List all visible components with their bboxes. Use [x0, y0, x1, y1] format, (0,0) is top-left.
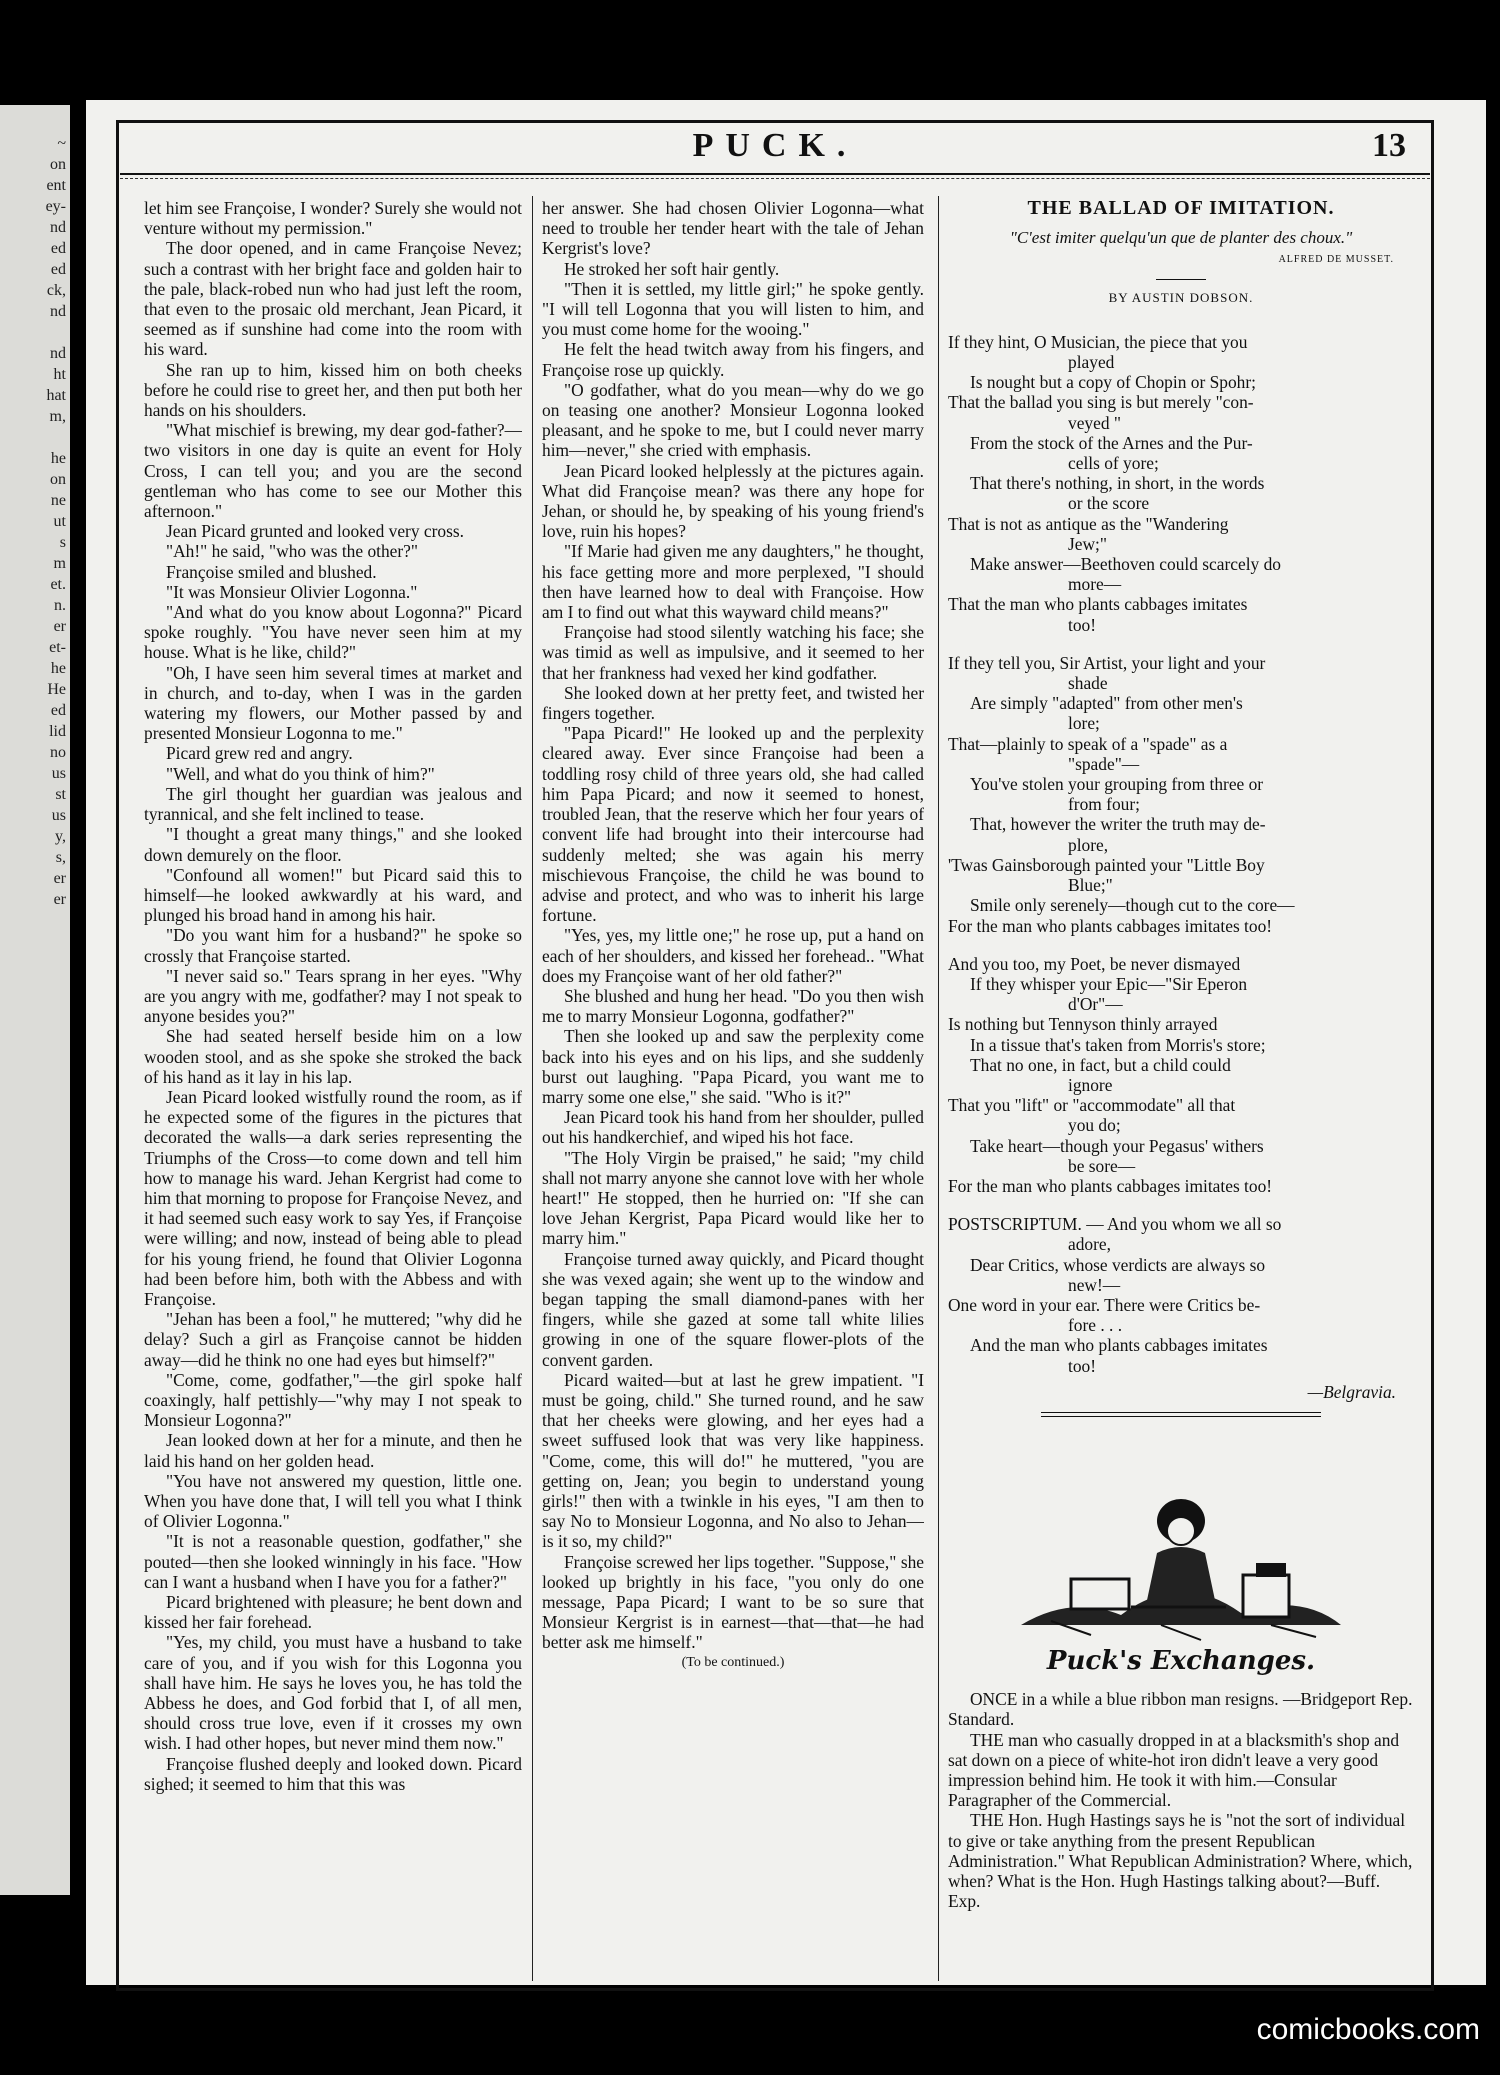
exchange-item: THE man who casually dropped in at a blacksmith's shop and sat down on a piece of white-hot iron didn't leave a very good impression behind him. He took it with him.—Consular Paragrapher of the Commercial.: [948, 1729, 1400, 1811]
previous-page-fragment: us: [51, 765, 66, 782]
ballad-line: lore;: [1068, 713, 1100, 734]
ballad-line: too!: [1068, 614, 1097, 635]
ballad-line: If they hint, O Musician, the piece that you: [948, 331, 1248, 352]
story-column-1: [144, 198, 522, 1958]
previous-page-fragment: er: [53, 870, 66, 887]
previous-page-fragment: ed: [50, 240, 66, 257]
previous-page-fragment: ut: [53, 513, 66, 530]
previous-page-fragment: lid: [49, 723, 66, 740]
story-paragraph: The door opened, and in came Françoise Nevez; such a contrast with her bright face and golden hair to the pale, black-robed nun who had just left the room, that even to the prosaic old merchant, Jean Picard, it seemed as if sunshine had come into the room with his ward.: [144, 238, 522, 360]
masthead: [120, 123, 1430, 175]
story-paragraph: She blushed and hung her head. "Do you then wish me to marry Monsieur Logonna, godfather?": [542, 985, 924, 1027]
story-paragraph: "Confound all women!" but Picard said this to himself—he looked awkwardly at his ward, and plunged his broad hand in among his hair.: [144, 864, 522, 926]
puck-page: [86, 100, 1486, 1985]
stanza-gap: [948, 1196, 1414, 1214]
ballad-epigraph: "C'est imiter quelqu'un que de planter des choux.": [1009, 228, 1353, 248]
ballad-source: —Belgravia.: [1307, 1381, 1396, 1402]
exchanges-vignette-illustration: [1011, 1475, 1351, 1645]
previous-page-fragment: on: [50, 156, 66, 173]
previous-page-fragment: He: [47, 681, 66, 698]
story-paragraph: "Then it is settled, my little girl;" he spoke gently. "I will tell Logonna that you will listen to him, and you must come home for the wooing.": [542, 278, 924, 340]
site-watermark: comicbooks.com: [1256, 2013, 1480, 2046]
story-paragraph: She looked down at her pretty feet, and twisted her fingers together.: [542, 682, 924, 724]
previous-page-fragment: on: [50, 471, 66, 488]
ballad-line: from four;: [1068, 794, 1140, 815]
story-paragraph: Picard waited—but at last he grew impatient. "I must be going, child." She turned round, and he saw that her cheeks were glowing, and her eyes had a sweet suffused look that was very like happiness. "Come, come, this will do!" he muttered, "you are getting on, Jean; you begin to understand young girls!" then with a twinkle in his eyes, "I am then to say No to Monsieur Logonna, and No also to Jehan—is it so, my child?": [542, 1369, 924, 1552]
story-paragraph: "Yes, my child, you must have a husband to take care of you, and if you wish for this Logonna you shall have him. He says he loves you, he has told the Abbess he does, and God forbid that I, of all men, should cross true love, even if it crosses my own wish. I had other hopes, but never mind them now.": [144, 1632, 522, 1754]
ballad-line: 'Twas Gainsborough painted your "Little Boy: [948, 854, 1265, 875]
masthead-title: PUCK.: [692, 127, 858, 164]
previous-page-fragment: y,: [55, 828, 66, 845]
ballad-line: Blue;": [1068, 875, 1113, 896]
ballad-line: For the man who plants cabbages imitates too!: [948, 915, 1273, 936]
ballad-line: veyed ": [1068, 412, 1121, 433]
ballad-line: For the man who plants cabbages imitates too!: [948, 1175, 1273, 1196]
previous-page-fragment: us: [51, 807, 66, 824]
ballad-line: d'Or"—: [1068, 994, 1123, 1015]
ballad-line: you do;: [1068, 1115, 1121, 1136]
ballad-line: or the score: [1068, 493, 1150, 514]
ballad-line: Jew;": [1068, 533, 1107, 554]
ballad-line: And the man who plants cabbages imitates: [970, 1335, 1268, 1356]
story-column-2: [542, 198, 924, 1958]
story-paragraph: "If Marie had given me any daughters," he thought, his face getting more and more perplexed, "I should then have learned how to deal with Françoise. How am I to find out what this wayward child means?": [542, 541, 924, 623]
ballad-line: Is nothing but Tennyson thinly arrayed: [948, 1014, 1218, 1035]
previous-page-fragment: ~: [57, 135, 66, 152]
ballad-line: Dear Critics, whose verdicts are always so: [970, 1254, 1266, 1275]
ballad-line: played: [1068, 352, 1115, 373]
previous-page-fragment: m: [53, 555, 66, 572]
previous-page-fragment: no: [50, 744, 66, 761]
ballad-line: cells of yore;: [1068, 453, 1159, 474]
ballad-line: Make answer—Beethoven could scarcely do: [970, 554, 1281, 575]
story-paragraph: Then she looked up and saw the perplexity come back into his eyes and on his lips, and she suddenly burst out laughing. "Papa Picard, you want me to marry some one else," she said. "Who is it?": [542, 1026, 924, 1107]
ballad-line: POSTSCRIPTUM. — And you whom we all so: [948, 1214, 1282, 1235]
poetry-column: [948, 198, 1414, 1968]
story-paragraph: her answer. She had chosen Olivier Logonna—what need to trouble her tender heart with the tale of Jehan Kergrist's love?: [542, 198, 924, 259]
story-paragraph: "Well, and what do you think of him?": [166, 763, 435, 784]
previous-page-fragment: he: [50, 450, 66, 467]
story-paragraph: He felt the head twitch away from his fingers, and Françoise rose up quickly.: [542, 339, 924, 380]
ballad-line: That the ballad you sing is but merely "con-: [948, 392, 1254, 413]
continued-notice: (To be continued.): [681, 1654, 785, 1670]
story-paragraph: "Come, come, godfather,"—the girl spoke half coaxingly, half pettishly—"why may I not speak to Monsieur Logonna?": [144, 1369, 522, 1431]
ballad-line: That you "lift" or "accommodate" all that: [948, 1095, 1236, 1116]
stanza-gap: [948, 936, 1414, 954]
ballad-line: From the stock of the Arnes and the Pur-: [970, 432, 1253, 453]
story-paragraph: "What mischief is brewing, my dear god-father?—two visitors in one day is quite an event for Holy Cross, I can tell you; and you are the second gentleman who has come to see our Mother this afternoon.": [144, 420, 522, 522]
ballad-line: Are simply "adapted" from other men's: [970, 693, 1243, 714]
exchange-item: ONCE in a while a blue ribbon man resigns. —Bridgeport Rep. Standard.: [948, 1689, 1413, 1730]
ballad-line: In a tissue that's taken from Morris's store;: [970, 1034, 1266, 1055]
previous-page-fragment: ed: [50, 261, 66, 278]
previous-page-fragment: et.: [50, 576, 66, 593]
previous-page-fragment: n.: [54, 597, 66, 614]
story-paragraph: Françoise turned away quickly, and Picard thought she was vexed again; she went up to the window and began tapping the small diamond-panes with her fingers, while she gazed at some tall white lilies growing in one of the square flower-plots of the convent garden.: [542, 1248, 924, 1370]
ornament-rule: [1156, 279, 1206, 280]
ballad-line: be sore—: [1068, 1155, 1136, 1176]
story-paragraph: Jean Picard grunted and looked very cross.: [166, 521, 464, 542]
story-paragraph: "Papa Picard!" He looked up and the perplexity cleared away. Ever since Françoise had been a toddling rosy child of three years old, she had called him Papa Picard; and now it seemed to honest, troubled Jean, that the reserve which her four years of convent life had brought into their intercourse had suddenly melted; she was again his merry mischievous Françoise, the child he was bound to advise and protect, and who was to inherit his large fortune.: [542, 723, 924, 926]
ballad-line: If they whisper your Epic—"Sir Eperon: [970, 973, 1248, 994]
story-paragraph: "The Holy Virgin be praised," he said; "my child shall not marry anyone she cannot love with her whole heart!" He stopped, then he hurried on: "If she can love Jehan Kergrist, Papa Picard would like her to marry him.": [542, 1147, 924, 1249]
previous-page-fragment: ck,: [46, 282, 66, 299]
story-paragraph: The girl thought her guardian was jealous and tyrannical, and she felt inclined to tease.: [144, 783, 522, 825]
ballad-byline: BY AUSTIN DOBSON.: [1108, 289, 1254, 305]
previous-page-fragment: st: [55, 786, 66, 803]
story-paragraph: Françoise flushed deeply and looked down. Picard sighed; it seemed to him that this was: [144, 1753, 522, 1794]
story-paragraph: Jean looked down at her for a minute, and then he laid his hand on her golden head.: [144, 1430, 522, 1471]
page-number: 13: [1372, 127, 1406, 164]
story-paragraph: "Do you want him for a husband?" he spoke so crossly that Françoise started.: [144, 925, 522, 966]
ballad-line: Smile only serenely—though cut to the core—: [970, 895, 1295, 916]
story-paragraph: "Oh, I have seen him several times at market and in church, and to-day, when I was in the garden watering my flowers, our Mother passed by and presented Monsieur Logonna to me.": [144, 662, 522, 744]
epigraph-author: ALFRED DE MUSSET.: [1278, 254, 1394, 266]
previous-page-fragment: hat: [46, 387, 66, 404]
story-paragraph: Jean Picard took his hand from her shoulder, pulled out his handkerchief, and wiped his hot face.: [542, 1107, 924, 1148]
exchanges-title: Puck's Exchanges.: [1046, 1645, 1316, 1676]
masthead-dashed-rule: [120, 178, 1430, 179]
ballad-line: fore . . .: [1068, 1315, 1123, 1336]
exchanges-items: [948, 1689, 1414, 1911]
story-paragraph: "Jehan has been a fool," he muttered; "why did he delay? Such a girl as Françoise cannot be hidden away—did he think no one had eyes but himself?": [144, 1309, 522, 1370]
story-paragraph: "It is not a reasonable question, godfather," she pouted—then she looked winningly in his face. "How can I want a husband when I have you for a father?": [144, 1531, 522, 1592]
previous-page-fragment: ne: [50, 492, 66, 509]
story-paragraph: let him see Françoise, I wonder? Surely she would not venture without my permission.": [144, 198, 522, 239]
frame-bottom-rule: [116, 1988, 1434, 1991]
ballad-line: That is not as antique as the "Wandering: [948, 513, 1229, 534]
previous-page-fragment: ed: [50, 702, 66, 719]
exchange-item: THE Hon. Hugh Hastings says he is "not the sort of individual to give or take anything from the present Republican Administration." What Republican Administration? Where, which, when? What is the Hon. Hugh Hastings talking about?—Buff. Exp.: [948, 1810, 1413, 1912]
ballad-line: That, however the writer the truth may de-: [970, 814, 1266, 835]
ballad-line: That no one, in fact, but a child could: [970, 1054, 1231, 1075]
previous-page-fragment: nd: [50, 219, 66, 236]
ballad-line: new!—: [1068, 1274, 1121, 1295]
previous-page-fragment: nd: [50, 345, 66, 362]
previous-page-fragment: m,: [49, 408, 66, 425]
story-paragraph: Jean Picard looked wistfully round the room, as if he expected some of the figures in the pictures that decorated the walls—a dark series representing the Triumphs of the Cross—to come down and tell him how to manage his ward. Jehan Kergrist had come to him that morning to propose for Françoise Nevez, and it had seemed such easy work to say Yes, if Françoise were willing; and now, instead of being able to plead for his young friend, he found that Olivier Logonna had been before him, both with the Abbess and with Françoise.: [144, 1086, 522, 1309]
story-paragraph: Picard grew red and angry.: [166, 743, 353, 764]
ballad-line: If they tell you, Sir Artist, your light and your: [948, 652, 1266, 673]
previous-page-fragment: ht: [53, 366, 66, 383]
story-paragraph: "And what do you know about Logonna?" Picard spoke roughly. "You have never seen him at my house. What is he like, child?": [144, 602, 522, 663]
previous-page-fragment: er: [53, 891, 66, 908]
ballad-line: plore,: [1068, 834, 1109, 855]
story-paragraph: Françoise screwed her lips together. "Suppose," she looked up brightly in his face, "you only do one message, Papa Picard; I want to be so sure that Monsieur Kergrist is in earnest—that—that—he had better ask me himself.": [542, 1551, 924, 1653]
ballad-line: Take heart—though your Pegasus' withers: [970, 1135, 1264, 1156]
story-paragraph: Françoise smiled and blushed.: [166, 561, 377, 582]
section-divider: [1041, 1412, 1321, 1417]
previous-page-fragment: s: [59, 534, 66, 551]
ballad-line: That the man who plants cabbages imitates: [948, 594, 1248, 615]
story-paragraph: "O godfather, what do you mean—why do we go on teasing one another? Monsieur Logonna looked pleasant, and he spoke to me, but I could never marry him—never," she cried with emphasis.: [542, 379, 924, 461]
story-paragraph: Jean Picard looked helplessly at the pictures again. What did Françoise mean? was there any hope for Jehan, or should he, by speaking of his young friend's love, ruin his hopes?: [542, 460, 924, 542]
story-paragraph: "You have not answered my question, little one. When you have done that, I will tell you what I think of Olivier Logonna.": [144, 1470, 522, 1532]
story-paragraph: "It was Monsieur Olivier Logonna.": [166, 581, 418, 602]
ballad-line: One word in your ear. There were Critics be-: [948, 1294, 1261, 1315]
ballad-line: You've stolen your grouping from three or: [970, 774, 1264, 795]
story-paragraph: She ran up to him, kissed him on both cheeks before he could rise to greet her, and then put both her hands on his shoulders.: [144, 359, 522, 421]
previous-page-fragment: ent: [46, 177, 66, 194]
stanza-gap: [948, 635, 1414, 653]
story-paragraph: She had seated herself beside him on a low wooden stool, and as she spoke she stroked the back of his hand as it lay in his lap.: [144, 1026, 522, 1087]
ballad-line: That—plainly to speak of a "spade" as a: [948, 733, 1228, 754]
ballad-line: too!: [1068, 1355, 1097, 1376]
previous-page-fragment: s,: [55, 849, 66, 866]
story-paragraph: "Yes, yes, my little one;" he rose up, put a hand on each of her shoulders, and kissed her forehead.. "What does my Françoise want of her old father?": [542, 925, 924, 986]
ballad-line: That there's nothing, in short, in the words: [970, 473, 1265, 494]
previous-page-fragment: et-: [49, 639, 66, 656]
story-paragraph: Picard brightened with pleasure; he bent down and kissed her fair forehead.: [144, 1592, 522, 1633]
story-paragraph: Françoise had stood silently watching his face; she was timid as well as impulsive, and it seemed to her that her frankness had vexed her kind godfather.: [542, 622, 924, 683]
ballad-line: "spade"—: [1068, 753, 1140, 774]
story-paragraph: "I never said so." Tears sprang in her eyes. "Why are you angry with me, godfather? may I not speak to anyone besides you?": [144, 965, 522, 1027]
ballad-stanzas: [948, 332, 1414, 1376]
previous-page-fragment: ey-: [45, 198, 66, 215]
column-divider: [938, 196, 939, 1981]
ballad-title: THE BALLAD OF IMITATION.: [1027, 198, 1335, 219]
ballad-line: shade: [1068, 673, 1108, 694]
ballad-line: more—: [1068, 574, 1122, 595]
story-paragraph: He stroked her soft hair gently.: [564, 258, 780, 279]
ballad-line: ignore: [1068, 1074, 1113, 1095]
ballad-line: adore,: [1068, 1234, 1111, 1255]
ballad-line: Is nought but a copy of Chopin or Spohr;: [970, 372, 1256, 393]
story-paragraph: "Ah!" he said, "who was the other?": [166, 541, 418, 562]
story-paragraph: "I thought a great many things," and she looked down demurely on the floor.: [144, 824, 522, 865]
column-divider: [532, 196, 533, 1981]
previous-page-edge: [0, 105, 70, 1895]
previous-page-fragment: nd: [50, 303, 66, 320]
previous-page-fragment: er: [53, 618, 66, 635]
previous-page-fragment: he: [50, 660, 66, 677]
ballad-line: And you too, my Poet, be never dismayed: [948, 953, 1241, 974]
